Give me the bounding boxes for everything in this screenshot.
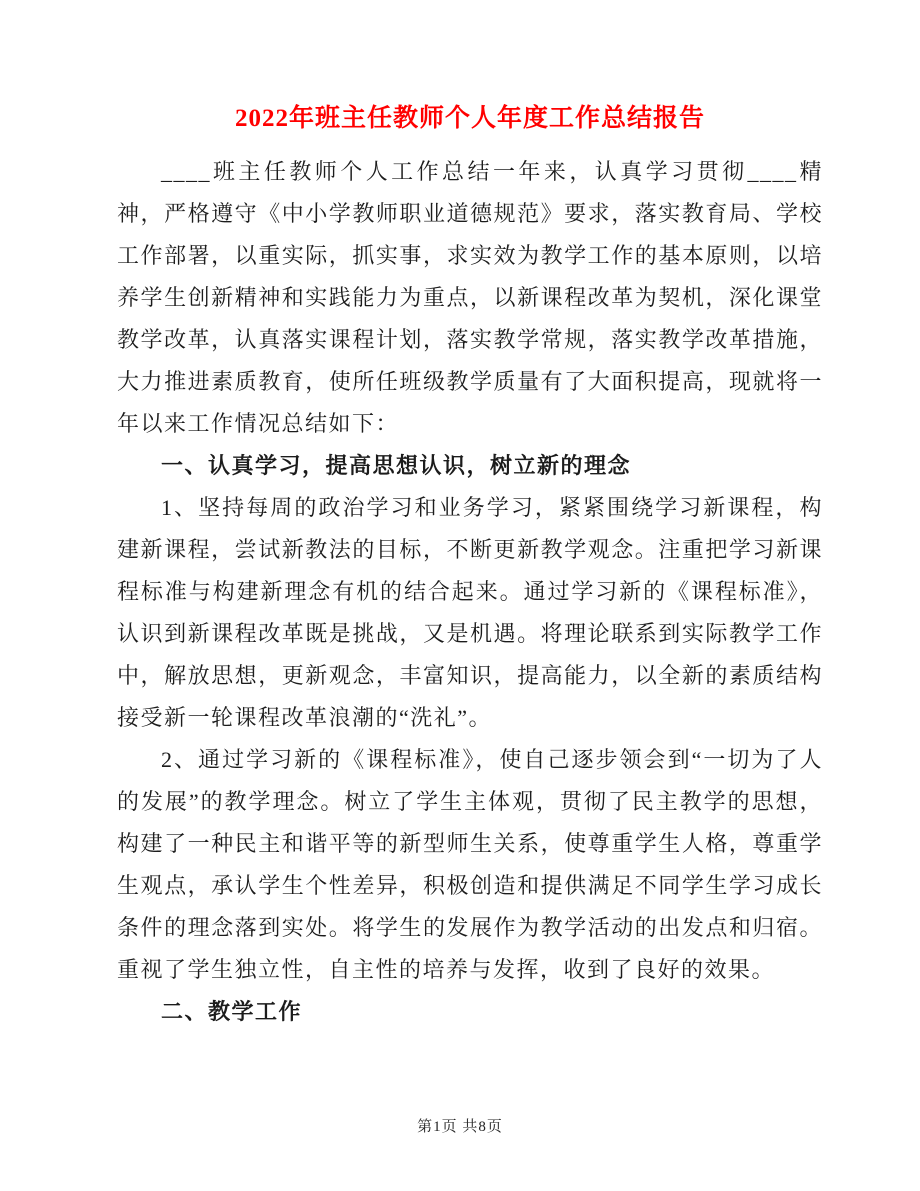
document-title: 2022年班主任教师个人年度工作总结报告: [234, 105, 705, 132]
document-body: [117, 151, 823, 1033]
section-heading: 二、教学工作: [161, 999, 303, 1024]
paragraph: 2、通过学习新的《课程标准》，使自己逐步领会到“一切为了人的发展”的教学理念。树立了学生主体观，贯彻了民主教学的思想，构建了一种民主和谐平等的新型师生关系，使尊重学生人格，尊重学生观点，承认学生个性差异，积极创造和提供满足不同学生学习成长条件的理念落到实处。将学生的发展作为教学活动的出发点和归宿。重视了学生独立性，自主性的培养与发挥，收到了良好的效果。: [117, 747, 823, 982]
section-heading: 一、认真学习，提高思想认识，树立新的理念: [161, 453, 632, 478]
paragraph: ____班主任教师个人工作总结一年来，认真学习贯彻____精神，严格遵守《中小学教师职业道德规范》要求，落实教育局、学校工作部署，以重实际，抓实事，求实效为教学工作的基本原则，以培养学生创新精神和实践能力为重点，以新课程改革为契机，深化课堂教学改革，认真落实课程计划，落实教学常规，落实教学改革措施，大力推进素质教育，使所任班级教学质量有了大面积提高，现就将一年以来工作情况总结如下：: [117, 159, 823, 436]
page-number-label: 第1页 共8页: [417, 1119, 503, 1135]
page-footer: [0, 1116, 920, 1138]
paragraph: 1、坚持每周的政治学习和业务学习，紧紧围绕学习新课程，构建新课程，尝试新教法的目标，不断更新教学观念。注重把学习新课程标准与构建新理念有机的结合起来。通过学习新的《课程标准》，认识到新课程改革既是挑战，又是机遇。将理论联系到实际教学工作中，解放思想，更新观念，丰富知识，提高能力，以全新的素质结构接受新一轮课程改革浪潮的“洗礼”。: [117, 495, 823, 730]
